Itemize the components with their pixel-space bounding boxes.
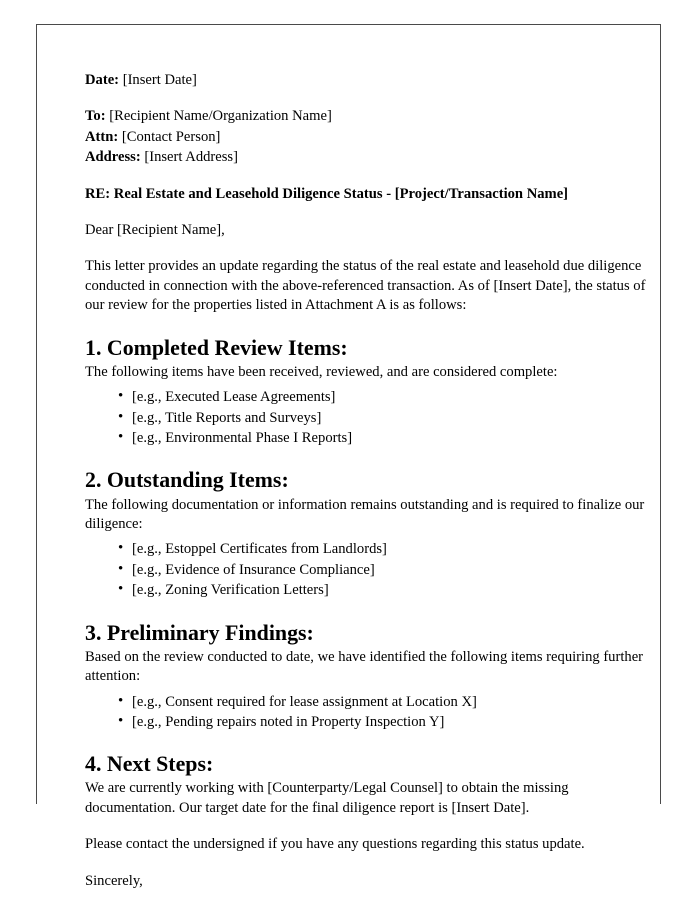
section-title-1: 1. Completed Review Items: xyxy=(85,334,348,360)
intro-paragraph: This letter provides an update regarding the status of the real estate and leasehold due diligence conducted in connection with the above-referenced transaction. As of [Insert Date], the status of our review for the properties listed in Attachment A is as follows: xyxy=(85,258,646,314)
to-line xyxy=(85,107,655,126)
section-items-3 xyxy=(85,693,655,733)
list-item: • [e.g., Environmental Phase I Reports] xyxy=(118,429,655,448)
list-item: • [e.g., Zoning Verification Letters] xyxy=(118,581,655,600)
list-item: • [e.g., Title Reports and Surveys] xyxy=(118,409,655,428)
date-line xyxy=(85,71,655,90)
section-items-1 xyxy=(85,388,655,448)
list-item: • [e.g., Executed Lease Agreements] xyxy=(118,388,655,407)
salutation: Dear [Recipient Name], xyxy=(85,222,225,239)
section-intro-1: The following items have been received, reviewed, and are considered complete: xyxy=(85,363,558,380)
subject-line: RE: Real Estate and Leasehold Diligence Status - [Project/Transaction Name] xyxy=(85,185,569,202)
sincerely-line: Sincerely, xyxy=(85,872,143,889)
list-item: • [e.g., Evidence of Insurance Compliance] xyxy=(118,561,655,580)
attn-label: Attn: xyxy=(85,128,119,145)
list-item: • [e.g., Consent required for lease assignment at Location X] xyxy=(118,693,655,712)
attn-value: [Contact Person] xyxy=(121,128,221,145)
closing-paragraph: Please contact the undersigned if you have any questions regarding this status update. xyxy=(85,836,585,853)
letter-body xyxy=(85,71,655,891)
section-items-2 xyxy=(85,540,655,600)
section-title-4: 4. Next Steps: xyxy=(85,751,214,777)
document-page xyxy=(36,24,661,889)
attn-line xyxy=(85,128,655,147)
address-label: Address: xyxy=(85,149,141,166)
list-item: • [e.g., Estoppel Certificates from Landlords] xyxy=(118,540,655,559)
date-value: [Insert Date] xyxy=(122,72,197,88)
section-intro-3: Based on the review conducted to date, we have identified the following items requiring further attention: xyxy=(85,648,644,685)
section-title-2: 2. Outstanding Items: xyxy=(85,467,289,493)
recipient-block xyxy=(85,107,655,167)
address-line xyxy=(85,148,655,167)
date-label: Date: xyxy=(85,72,120,88)
section-title-3: 3. Preliminary Findings: xyxy=(85,619,314,645)
to-value: [Recipient Name/Organization Name] xyxy=(109,108,332,125)
list-item: • [e.g., Pending repairs noted in Property Inspection Y] xyxy=(118,713,655,732)
section-intro-2: The following documentation or information remains outstanding and is required to finalize our diligence: xyxy=(85,496,645,532)
address-value: [Insert Address] xyxy=(144,149,238,166)
section-intro-4: We are currently working with [Counterparty/Legal Counsel] to obtain the missing documentation. Our target date for the final diligence report is [Insert Date]. xyxy=(85,780,569,816)
to-label: To: xyxy=(85,108,106,125)
